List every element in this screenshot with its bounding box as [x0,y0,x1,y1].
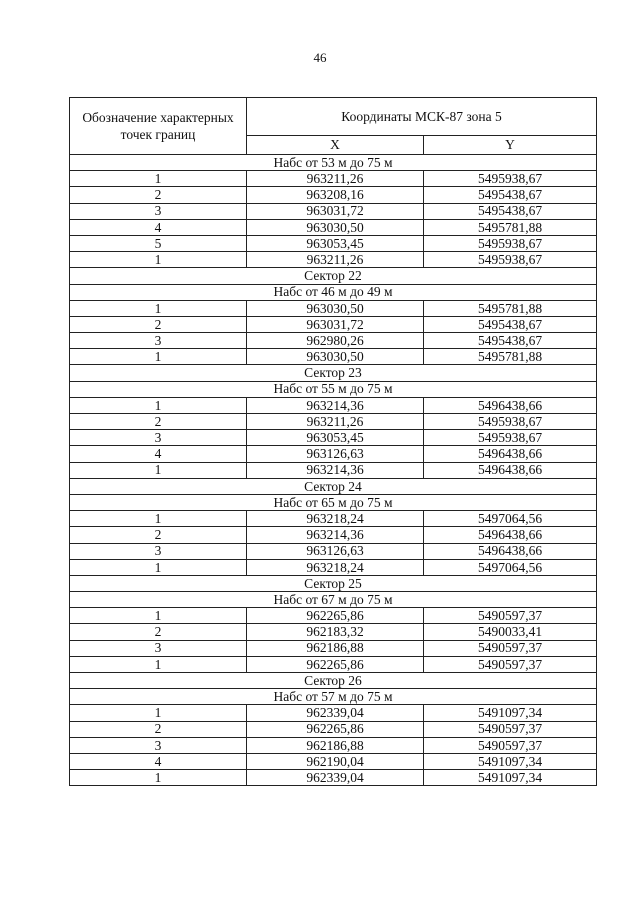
table-row [70,770,597,786]
point-number-cell: 1 [70,770,247,786]
section-title: Сектор 24 [70,478,597,494]
header-point-name: Обозначение характерных точек границ [70,98,247,155]
point-number-cell: 1 [70,171,247,187]
section-row [70,268,597,284]
y-coordinate-cell: 5490597,37 [424,640,597,656]
section-row [70,592,597,608]
y-coordinate-cell: 5495938,67 [424,171,597,187]
point-number-cell: 2 [70,316,247,332]
point-number-cell: 2 [70,721,247,737]
point-number-cell: 1 [70,462,247,478]
table-row [70,656,597,672]
section-row [70,494,597,510]
table-row [70,252,597,268]
x-coordinate-cell: 963211,26 [247,414,424,430]
point-number-cell: 3 [70,430,247,446]
table-row [70,235,597,251]
y-coordinate-cell: 5491097,34 [424,705,597,721]
y-coordinate-cell: 5495781,88 [424,219,597,235]
x-coordinate-cell: 963214,36 [247,462,424,478]
table-row [70,187,597,203]
x-coordinate-cell: 962186,88 [247,737,424,753]
x-coordinate-cell: 963030,50 [247,300,424,316]
x-coordinate-cell: 963211,26 [247,171,424,187]
x-coordinate-cell: 962265,86 [247,656,424,672]
table-row [70,608,597,624]
y-coordinate-cell: 5495938,67 [424,430,597,446]
table-row [70,414,597,430]
y-coordinate-cell: 5495781,88 [424,300,597,316]
x-coordinate-cell: 963218,24 [247,559,424,575]
section-title: Набс от 57 м до 75 м [70,689,597,705]
table-row [70,624,597,640]
y-coordinate-cell: 5496438,66 [424,527,597,543]
x-coordinate-cell: 962265,86 [247,608,424,624]
y-coordinate-cell: 5496438,66 [424,397,597,413]
y-coordinate-cell: 5495438,67 [424,316,597,332]
x-coordinate-cell: 963030,50 [247,219,424,235]
point-number-cell: 4 [70,446,247,462]
table-row [70,462,597,478]
x-coordinate-cell: 963214,36 [247,527,424,543]
section-row [70,689,597,705]
point-number-cell: 1 [70,397,247,413]
point-number-cell: 1 [70,608,247,624]
section-title: Набс от 65 м до 75 м [70,494,597,510]
section-title: Сектор 23 [70,365,597,381]
x-coordinate-cell: 963053,45 [247,430,424,446]
point-number-cell: 2 [70,527,247,543]
x-coordinate-cell: 963031,72 [247,316,424,332]
table-row [70,511,597,527]
section-title: Набс от 46 м до 49 м [70,284,597,300]
y-coordinate-cell: 5490597,37 [424,721,597,737]
table-row [70,203,597,219]
section-row [70,673,597,689]
y-coordinate-cell: 5490597,37 [424,737,597,753]
section-row [70,365,597,381]
section-row [70,381,597,397]
section-row [70,155,597,171]
table-row [70,640,597,656]
header-y: Y [424,135,597,154]
y-coordinate-cell: 5491097,34 [424,770,597,786]
section-row [70,575,597,591]
point-number-cell: 3 [70,203,247,219]
y-coordinate-cell: 5495781,88 [424,349,597,365]
coordinates-table [69,97,597,786]
x-coordinate-cell: 962186,88 [247,640,424,656]
table-row [70,300,597,316]
table-row [70,397,597,413]
point-number-cell: 1 [70,300,247,316]
point-number-cell: 1 [70,349,247,365]
point-number-cell: 2 [70,187,247,203]
point-number-cell: 3 [70,543,247,559]
x-coordinate-cell: 962980,26 [247,333,424,349]
x-coordinate-cell: 962339,04 [247,705,424,721]
point-number-cell: 4 [70,753,247,769]
y-coordinate-cell: 5497064,56 [424,559,597,575]
y-coordinate-cell: 5496438,66 [424,543,597,559]
table-row [70,430,597,446]
table-row [70,737,597,753]
point-number-cell: 2 [70,624,247,640]
x-coordinate-cell: 963218,24 [247,511,424,527]
point-number-cell: 1 [70,511,247,527]
table-row [70,316,597,332]
section-title: Сектор 22 [70,268,597,284]
y-coordinate-cell: 5496438,66 [424,446,597,462]
x-coordinate-cell: 962183,32 [247,624,424,640]
table-row [70,349,597,365]
point-number-cell: 3 [70,640,247,656]
table-row [70,543,597,559]
header-coordinates: Координаты МСК-87 зона 5 [247,98,597,136]
table-row [70,559,597,575]
point-number-cell: 3 [70,333,247,349]
table-row [70,333,597,349]
section-title: Сектор 25 [70,575,597,591]
table-row [70,753,597,769]
y-coordinate-cell: 5495938,67 [424,235,597,251]
y-coordinate-cell: 5491097,34 [424,753,597,769]
x-coordinate-cell: 962339,04 [247,770,424,786]
x-coordinate-cell: 963031,72 [247,203,424,219]
table-row [70,171,597,187]
point-number-cell: 2 [70,414,247,430]
x-coordinate-cell: 963126,63 [247,446,424,462]
point-number-cell: 1 [70,252,247,268]
point-number-cell: 3 [70,737,247,753]
table-body [70,155,597,786]
y-coordinate-cell: 5495438,67 [424,333,597,349]
y-coordinate-cell: 5495938,67 [424,414,597,430]
x-coordinate-cell: 963126,63 [247,543,424,559]
y-coordinate-cell: 5495938,67 [424,252,597,268]
table-row [70,721,597,737]
y-coordinate-cell: 5495438,67 [424,203,597,219]
section-row [70,284,597,300]
table-row [70,705,597,721]
section-row [70,478,597,494]
y-coordinate-cell: 5490597,37 [424,608,597,624]
x-coordinate-cell: 963208,16 [247,187,424,203]
y-coordinate-cell: 5495438,67 [424,187,597,203]
point-number-cell: 1 [70,559,247,575]
x-coordinate-cell: 963214,36 [247,397,424,413]
point-number-cell: 1 [70,705,247,721]
point-number-cell: 1 [70,656,247,672]
section-title: Набс от 55 м до 75 м [70,381,597,397]
page-number: 46 [313,50,327,65]
header-x: X [247,135,424,154]
y-coordinate-cell: 5496438,66 [424,462,597,478]
x-coordinate-cell: 963030,50 [247,349,424,365]
table-row [70,219,597,235]
y-coordinate-cell: 5497064,56 [424,511,597,527]
table-row [70,527,597,543]
x-coordinate-cell: 963053,45 [247,235,424,251]
section-title: Набс от 67 м до 75 м [70,592,597,608]
y-coordinate-cell: 5490033,41 [424,624,597,640]
point-number-cell: 5 [70,235,247,251]
section-title: Сектор 26 [70,673,597,689]
x-coordinate-cell: 963211,26 [247,252,424,268]
table-row [70,446,597,462]
y-coordinate-cell: 5490597,37 [424,656,597,672]
section-title: Набс от 53 м до 75 м [70,155,597,171]
x-coordinate-cell: 962190,04 [247,753,424,769]
point-number-cell: 4 [70,219,247,235]
x-coordinate-cell: 962265,86 [247,721,424,737]
